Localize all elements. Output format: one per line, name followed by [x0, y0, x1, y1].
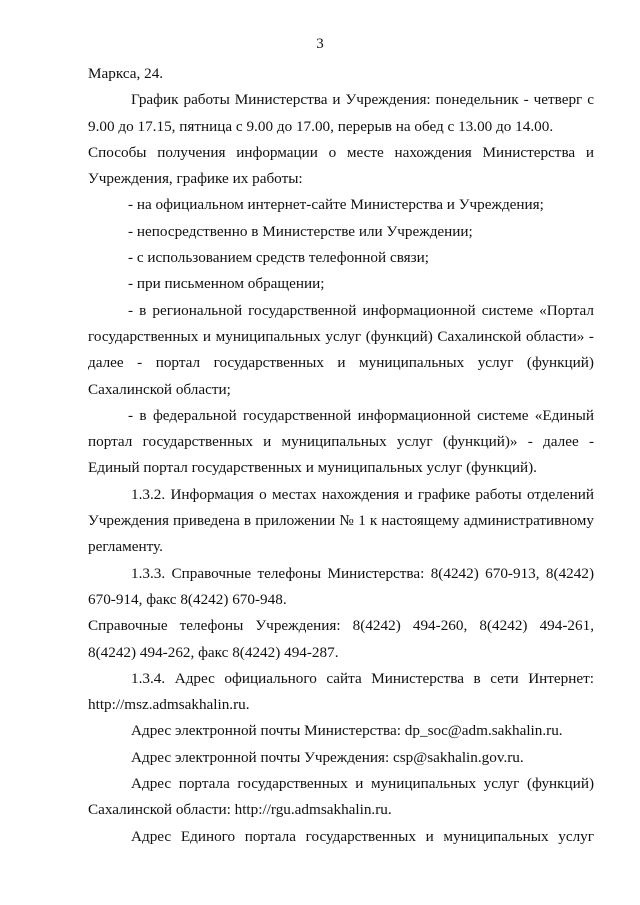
page-number: 3 — [316, 36, 324, 52]
paragraph-1-3-2: 1.3.2. Информация о местах нахождения и графике работы отделений Учреждения приведена в приложении № 1 к настоящему административному регламенту. — [88, 485, 594, 556]
list-item: - в федеральной государственной информационной системе «Единый портал государственных и муниципальных услуг (функций)» - далее - Единый портал государственных и муниципальных услуг (функций). — [88, 406, 594, 477]
paragraph-institution-phones: Справочные телефоны Учреждения: 8(4242) 494-260, 8(4242) 494-261, 8(4242) 494-262, факс 8(4242) 494-287. — [88, 617, 594, 661]
paragraph-unified-portal: Адрес Единого портала государственных и муниципальных услуг — [131, 827, 594, 845]
paragraph-regional-portal: Адрес портала государственных и муниципальных услуг (функций) Сахалинской области: http://rgu.admsakhalin.ru. — [88, 775, 594, 819]
paragraph-1-3-4: 1.3.4. Адрес официального сайта Министерства в сети Интернет: http://msz.admsakhalin.ru. — [88, 669, 594, 714]
paragraph-info-methods: Способы получения информации о месте нахождения Министерства и Учреждения, графике их работы: — [88, 143, 594, 188]
list-item: - непосредственно в Министерстве или Учреждении; — [128, 222, 473, 240]
paragraph-ministry-email: Адрес электронной почты Министерства: dp_soc@adm.sakhalin.ru. — [131, 722, 563, 740]
paragraph-work-schedule: График работы Министерства и Учреждения: понедельник - четверг с 9.00 до 17.15, пятница с 9.00 до 17.00, перерыв на обед с 13.00 до 14.00. — [88, 91, 594, 135]
list-item: - в региональной государственной информационной системе «Портал государственных и муниципальных услуг (функций) Сахалинской области» - далее - портал государственных и муниципальных услуг (функций) Сахалинской области; — [88, 301, 594, 398]
list-item: - с использованием средств телефонной связи; — [128, 249, 429, 267]
paragraph-address-end: Маркса, 24. — [88, 65, 164, 82]
paragraph-institution-email: Адрес электронной почты Учреждения: csp@sakhalin.gov.ru. — [131, 748, 524, 766]
document-body — [88, 61, 594, 850]
list-item: - при письменном обращении; — [128, 275, 325, 293]
list-item: - на официальном интернет-сайте Министерства и Учреждения; — [128, 196, 544, 214]
paragraph-1-3-3: 1.3.3. Справочные телефоны Министерства: 8(4242) 670-913, 8(4242) 670-914, факс 8(4242) 670-948. — [88, 564, 594, 608]
